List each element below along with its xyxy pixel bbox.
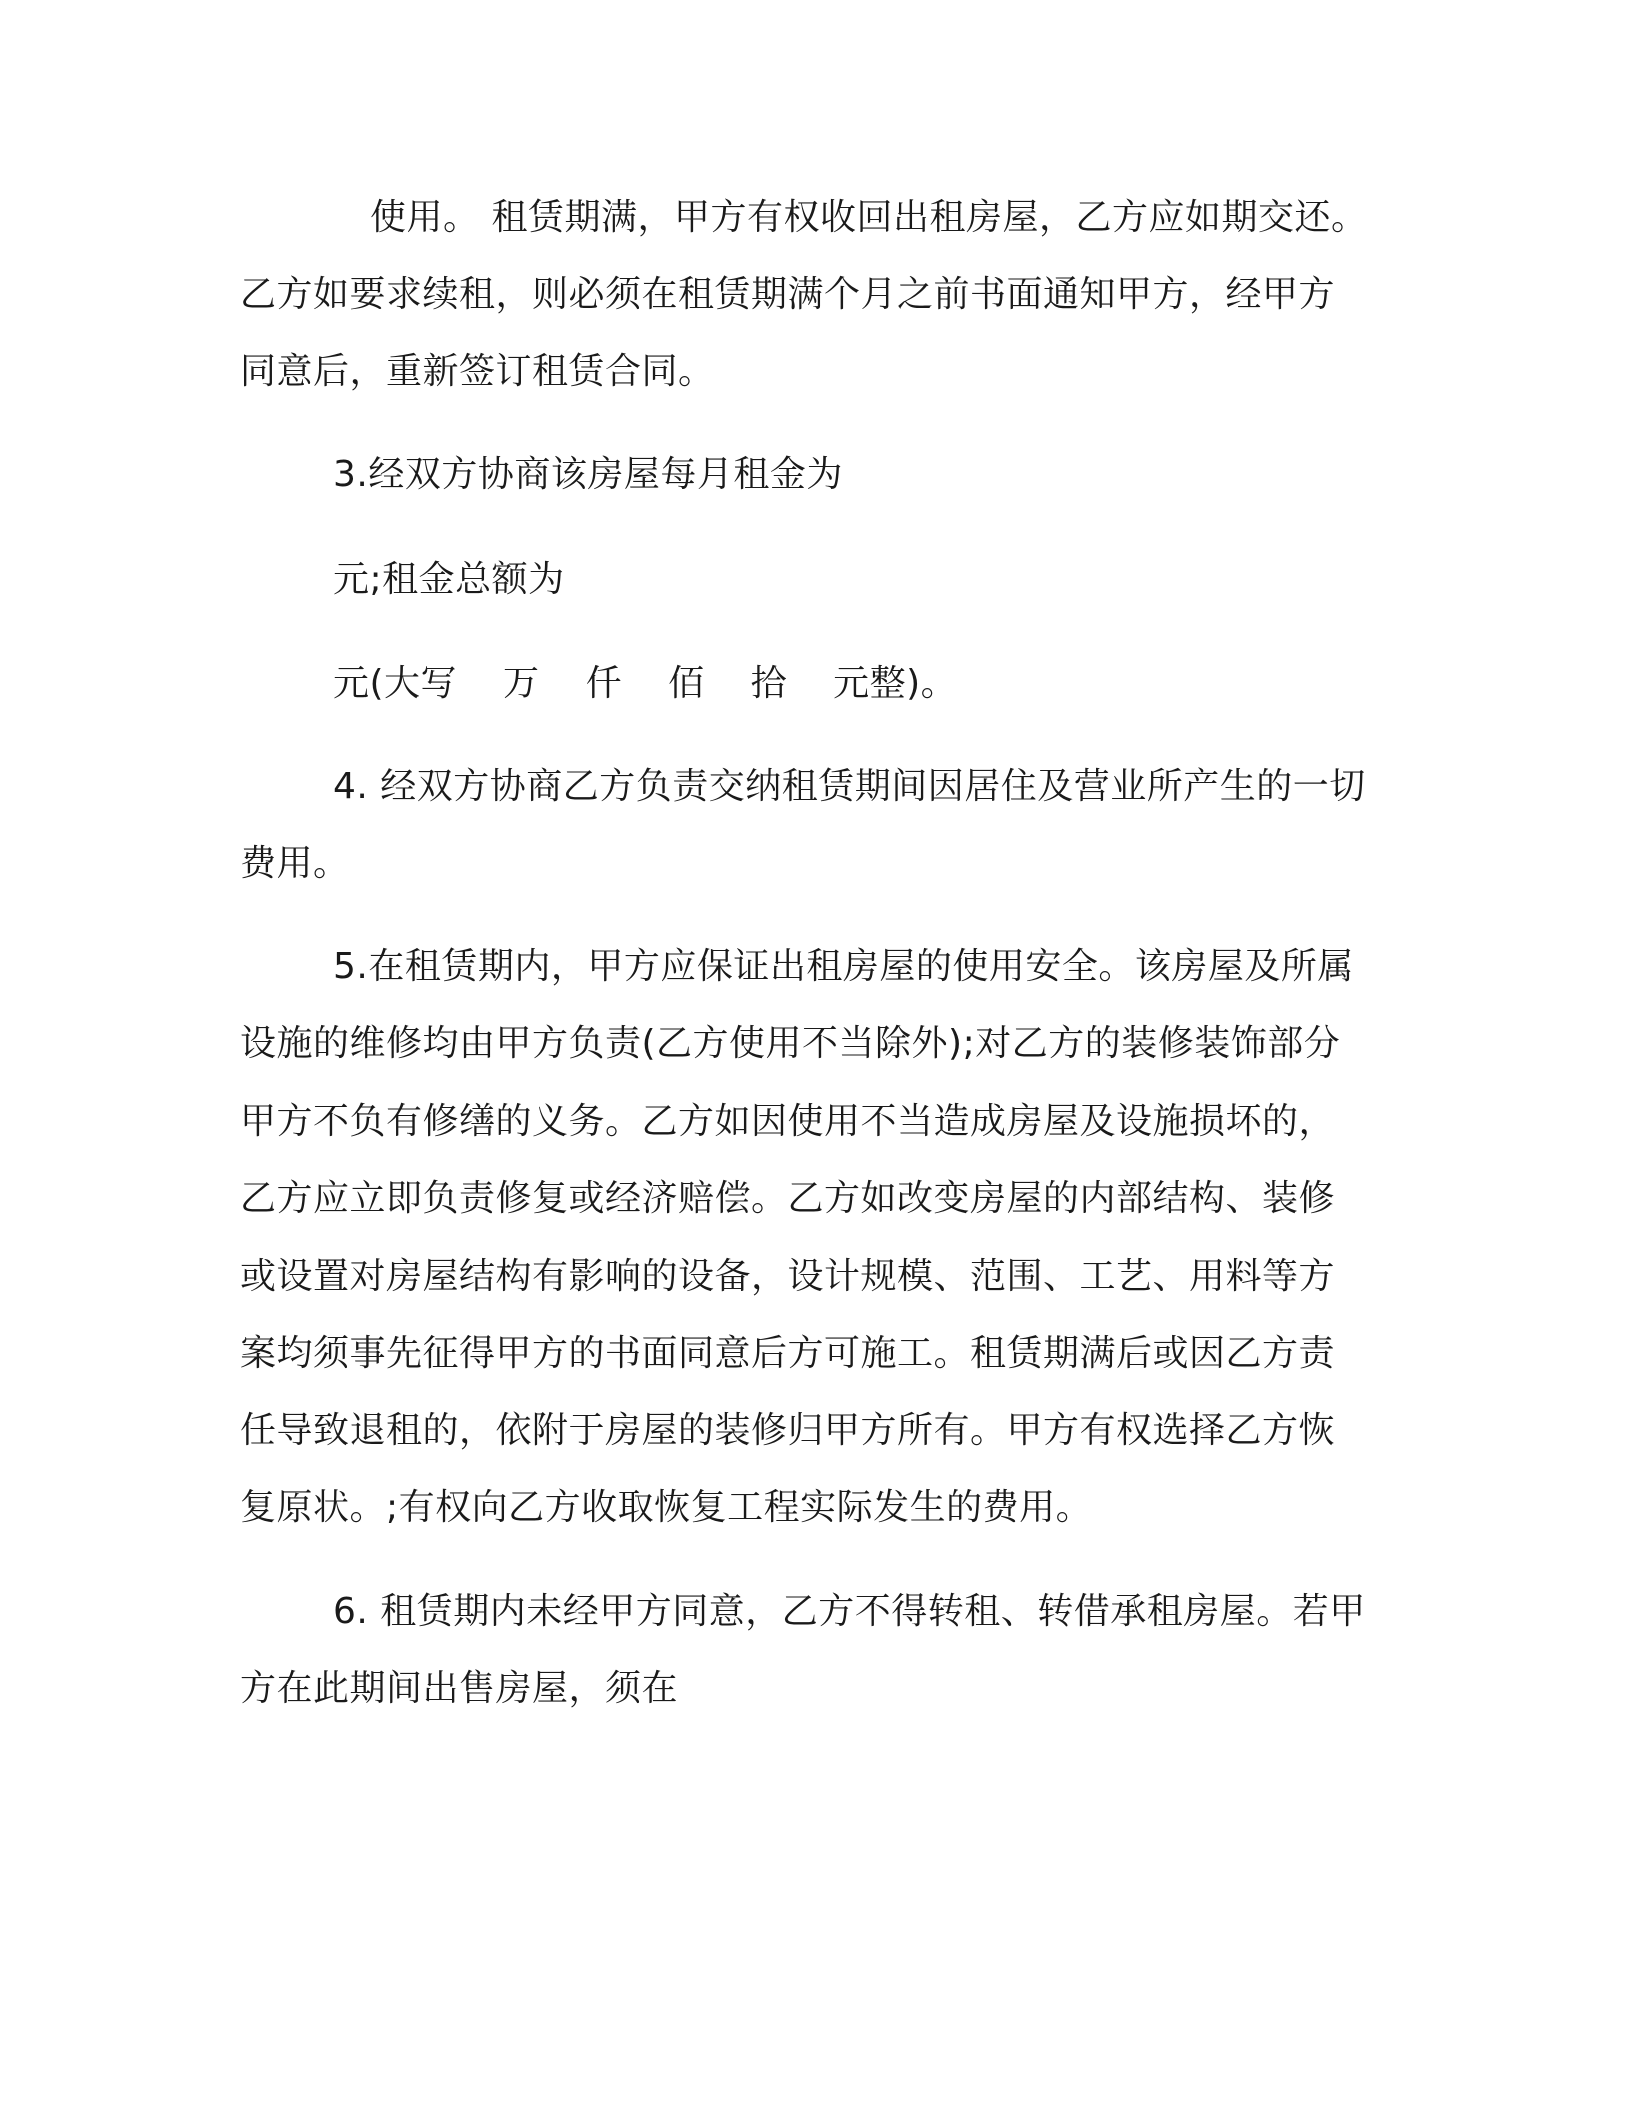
clause-3-line-2: 元;租金总额为	[333, 559, 565, 600]
clause-4-line-1: 4. 经双方协商乙方负责交纳租赁期间因居住及营业所产生的一切	[333, 766, 1366, 807]
clause-5-line-7: 任导致退租的，依附于房屋的装修归甲方所有。甲方有权选择乙方恢	[240, 1410, 1336, 1451]
paragraph-2-line-2: 乙方如要求续租，则必须在租赁期满个月之前书面通知甲方，经甲方	[240, 274, 1336, 315]
capital-prefix: 元(大写	[333, 663, 458, 704]
clause-5-line-1: 5.在租赁期内，甲方应保证出租房屋的使用安全。该房屋及所属	[333, 946, 1354, 987]
clause-5-line-4: 乙方应立即负责修复或经济赔偿。乙方如改变房屋的内部结构、装修	[240, 1178, 1336, 1219]
paragraph-2-line-3: 同意后，重新签订租赁合同。	[240, 351, 715, 392]
clause-3-line-1: 3.经双方协商该房屋每月租金为	[333, 454, 843, 495]
capital-unit-shi: 拾	[750, 663, 788, 704]
clause-5-line-2: 设施的维修均由甲方负责(乙方使用不当除外);对乙方的装修装饰部分	[240, 1023, 1341, 1064]
capital-suffix: 元整)。	[833, 663, 958, 704]
paragraph-2-line-1: 使用。 租赁期满，甲方有权收回出租房屋，乙方应如期交还。	[370, 197, 1368, 238]
clause-5-line-5: 或设置对房屋结构有影响的设备，设计规模、范围、工艺、用料等方	[240, 1256, 1336, 1297]
clause-5-line-3: 甲方不负有修缮的义务。乙方如因使用不当造成房屋及设施损坏的，	[240, 1101, 1336, 1142]
clause-3-capital-amount-line	[333, 662, 957, 706]
clause-5-line-8: 复原状。;有权向乙方收取恢复工程实际发生的费用。	[240, 1487, 1093, 1528]
clause-4-line-2: 费用。	[240, 843, 350, 884]
clause-5-line-6: 案均须事先征得甲方的书面同意后方可施工。租赁期满后或因乙方责	[240, 1333, 1336, 1374]
clause-6-line-2: 方在此期间出售房屋，须在	[240, 1668, 679, 1709]
capital-unit-wan: 万	[503, 663, 540, 704]
capital-unit-bai: 佰	[668, 663, 705, 704]
clause-6-line-1: 6. 租赁期内未经甲方同意，乙方不得转租、转借承租房屋。若甲	[333, 1591, 1366, 1632]
capital-unit-qian: 仟	[585, 663, 623, 704]
